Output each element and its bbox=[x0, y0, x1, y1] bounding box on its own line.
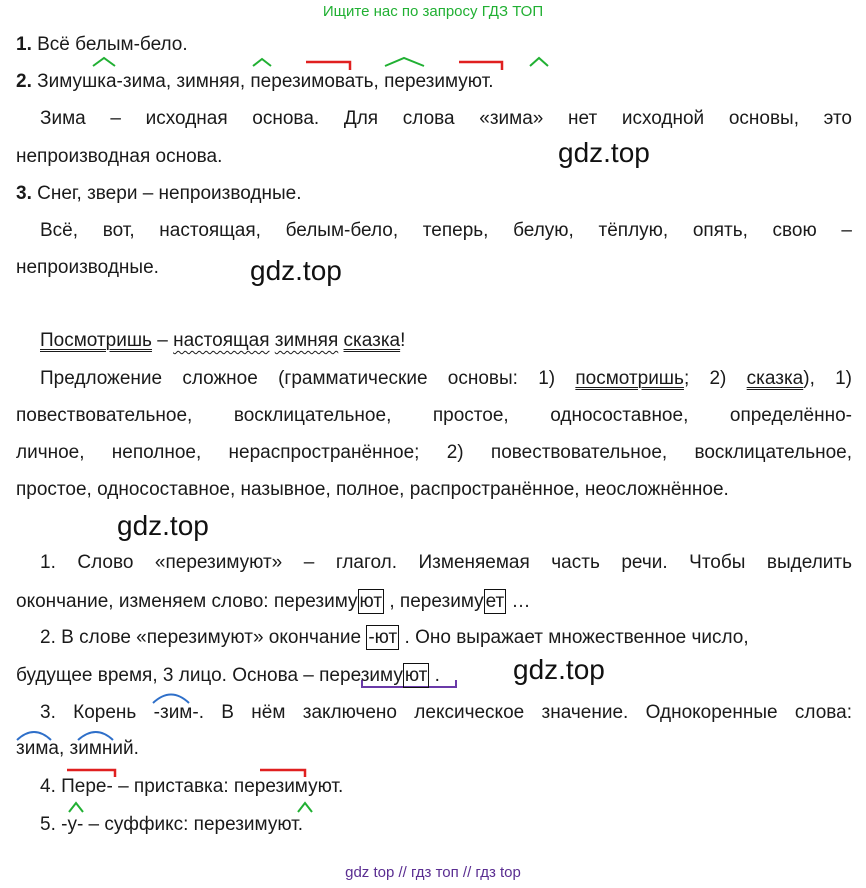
text: , перезиму bbox=[384, 591, 484, 612]
morph-line: зима, зимний. bbox=[16, 738, 139, 759]
text: Предложение сложное (грамматические основы: 1) bbox=[40, 368, 576, 389]
header-banner: Ищите нас по запросу ГДЗ ТОП bbox=[322, 3, 544, 20]
suffix-mark-zimushka bbox=[93, 58, 115, 66]
dash: – bbox=[151, 330, 174, 351]
subject-word: сказка bbox=[746, 368, 804, 389]
suffix-mark-perezimovat bbox=[385, 58, 424, 66]
sentence bbox=[40, 329, 852, 353]
paragraph: непроизводная основа. bbox=[16, 146, 223, 167]
ending-box: -ют bbox=[368, 627, 398, 648]
prefix-mark-perezimovat bbox=[306, 62, 350, 70]
morph-line bbox=[40, 626, 852, 650]
attribute-word: настоящая bbox=[173, 330, 270, 351]
suffix-mark-u bbox=[69, 803, 83, 812]
text: … bbox=[506, 591, 531, 612]
morph-line: 5. -у- – суффикс: перезимуют. bbox=[40, 814, 304, 835]
analysis-line: личное, неполное, нераспространённое; 2) повествовательное, восклицательное, bbox=[16, 442, 852, 463]
ending-box: ют bbox=[404, 665, 428, 686]
analysis-line: повествовательное, восклицательное, простое, односоставное, определённо- bbox=[16, 405, 852, 426]
text: будущее время, 3 лицо. Основа – bbox=[16, 665, 320, 686]
stem-word: перезиму bbox=[319, 665, 403, 686]
text: . bbox=[429, 665, 440, 686]
analysis-line bbox=[40, 367, 852, 391]
item-number: 3. bbox=[16, 183, 32, 204]
footer-watermark: gdz top // гдз топ // гдз top bbox=[345, 864, 521, 881]
text: ; 2) bbox=[683, 368, 747, 389]
item-3 bbox=[16, 182, 852, 206]
watermark: gdz.top bbox=[117, 510, 209, 541]
subject-word: сказка bbox=[343, 330, 401, 351]
paragraph: Всё, вот, настоящая, белым-бело, теперь, белую, тёплую, опять, свою – bbox=[40, 220, 852, 241]
morph-line: 4. Пере- – приставка: перезимуют. bbox=[40, 776, 344, 797]
text: 2. В слове «перезимуют» окончание bbox=[40, 627, 367, 648]
suffix-mark-perezimuyut-2 bbox=[298, 803, 312, 812]
ending-box: ет bbox=[485, 591, 505, 612]
morph-line: 3. Корень -зим-. В нём заключено лексическое значение. Однокоренные слова: bbox=[40, 702, 852, 723]
item-text: Снег, звери – непроизводные. bbox=[31, 183, 302, 204]
predicate-word: посмотришь bbox=[575, 368, 684, 389]
text: окончание, изменяем слово: перезиму bbox=[16, 591, 358, 612]
item-number: 2. bbox=[16, 71, 32, 92]
item-number: 1. bbox=[16, 34, 32, 55]
text: ), 1) bbox=[803, 368, 853, 389]
text: . Оно выражает множественное число, bbox=[399, 627, 749, 648]
punct: ! bbox=[400, 330, 406, 351]
watermark: gdz.top bbox=[558, 137, 650, 168]
morph-line: 1. Слово «перезимуют» – глагол. Изменяемая часть речи. Чтобы выделить bbox=[40, 552, 852, 573]
morph-line bbox=[16, 590, 852, 614]
suffix-mark-zimnyaya bbox=[253, 59, 271, 66]
item-text: Всё белым-бело. bbox=[31, 34, 188, 55]
subject-word: Посмотришь bbox=[40, 330, 152, 351]
morph-line bbox=[16, 664, 852, 688]
watermark: gdz.top bbox=[513, 654, 605, 685]
analysis-line: простое, односоставное, назывное, полное, распространённое, неосложнённое. bbox=[16, 479, 729, 500]
ending-box: ют bbox=[359, 591, 383, 612]
item-text: Зимушка-зима, зимняя, перезимовать, перезимуют. bbox=[31, 71, 494, 92]
paragraph: непроизводные. bbox=[16, 257, 159, 278]
watermark: gdz.top bbox=[250, 255, 342, 286]
attribute-word: зимняя bbox=[274, 330, 339, 351]
suffix-mark-perezimuyut bbox=[530, 58, 548, 66]
paragraph: Зима – исходная основа. Для слова «зима» нет исходной основы, это bbox=[40, 108, 852, 129]
prefix-mark-perezimuyut bbox=[459, 62, 502, 70]
